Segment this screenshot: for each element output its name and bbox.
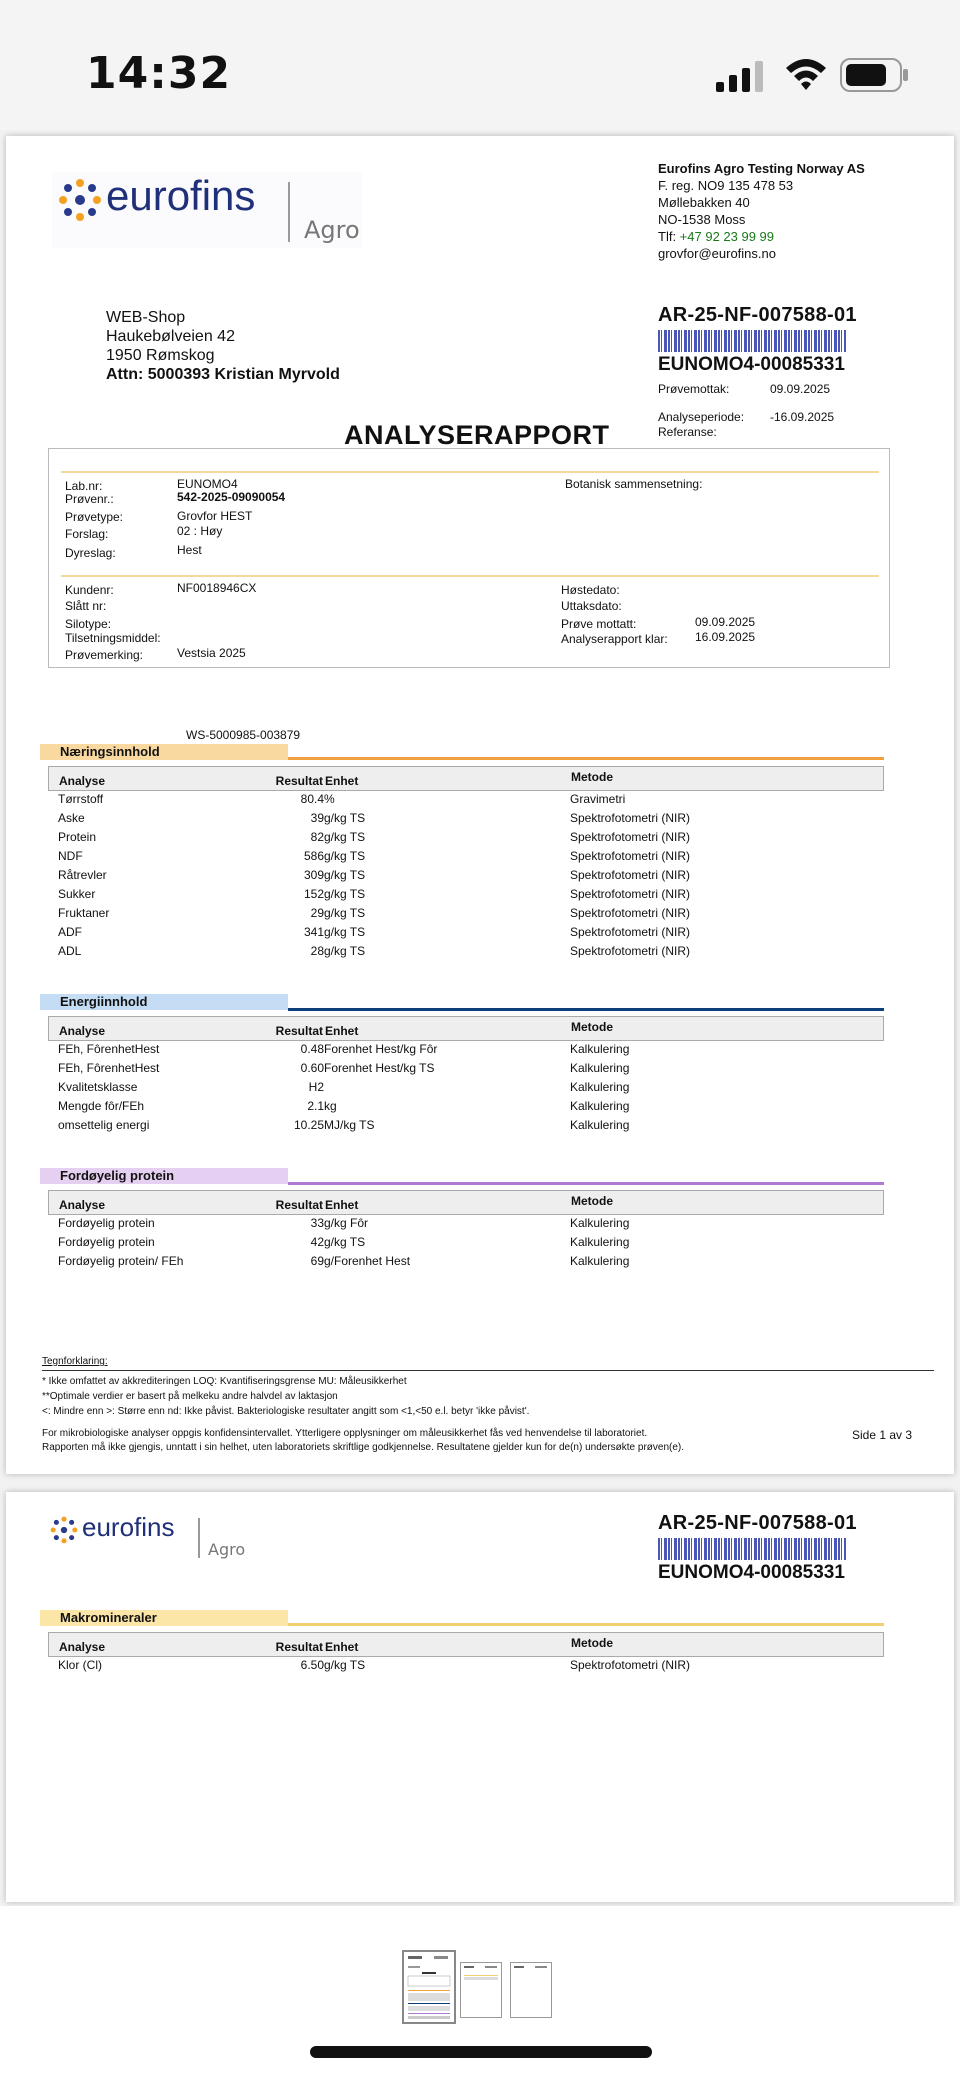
col-analyse: Analyse <box>59 1198 106 1212</box>
company-email[interactable]: grovfor@eurofins.no <box>658 246 776 261</box>
legend-line-3: <: Mindre enn >: Større enn nd: Ikke påvist. Bakteriologiske resultater angitt som <1,<50 e.l. betyr 'ikke påvist'. <box>42 1406 530 1417</box>
col-resultat: Resultat <box>275 1640 323 1654</box>
cell-enhet: g/kg TS <box>324 906 366 920</box>
cell-resultat: 33 <box>310 1216 324 1230</box>
section-makro-line <box>288 1623 884 1626</box>
wifi-icon <box>784 56 828 92</box>
col-metode: Metode <box>571 1636 613 1650</box>
company-phone[interactable]: +47 92 23 99 99 <box>679 229 775 244</box>
cell-metode: Kalkulering <box>570 1099 630 1113</box>
naering-table-header <box>48 766 884 791</box>
forslag-label: Forslag: <box>65 527 109 541</box>
company-phone-line <box>658 228 865 245</box>
eurofins-dots-icon <box>50 1516 78 1544</box>
table-row <box>48 944 884 963</box>
cell-metode: Spektrofotometri (NIR) <box>570 925 691 939</box>
cell-enhet: g/kg TS <box>324 925 366 939</box>
cell-metode: Kalkulering <box>570 1080 630 1094</box>
klar-value: 16.09.2025 <box>695 630 756 644</box>
page-thumbnail-3[interactable] <box>510 1962 552 2018</box>
table-row <box>48 811 884 830</box>
provenr-label: Prøvenr.: <box>65 492 114 506</box>
table-row <box>48 1254 884 1273</box>
report-id-block <box>658 1512 857 1584</box>
col-analyse: Analyse <box>59 1640 106 1654</box>
footer-rule <box>42 1370 934 1371</box>
logo-divider <box>198 1518 200 1558</box>
cell-enhet: g/kg TS <box>324 887 366 901</box>
section-protein-line <box>288 1182 884 1185</box>
dyreslag-value: Hest <box>177 543 202 557</box>
report-id-block <box>658 304 857 376</box>
cell-metode: Spektrofotometri (NIR) <box>570 849 691 863</box>
company-reg: F. reg. NO9 135 478 53 <box>658 178 794 193</box>
company-street: Møllebakken 40 <box>658 195 750 210</box>
eurofins-logo <box>52 172 362 248</box>
phone-label: Tlf: <box>658 229 680 244</box>
col-analyse: Analyse <box>59 1024 106 1038</box>
hostedato-label: Høstedato: <box>561 583 620 597</box>
cell-analyse: Sukker <box>58 887 96 901</box>
table-row <box>48 906 884 925</box>
status-bar <box>0 0 960 130</box>
cell-metode: Gravimetri <box>570 792 626 806</box>
cell-resultat: 42 <box>310 1235 324 1249</box>
logo-agro: Agro <box>304 216 360 244</box>
cell-resultat: 80.4 <box>300 792 324 806</box>
dyreslag-label: Dyreslag: <box>65 546 116 560</box>
section-energi-line <box>288 1008 884 1011</box>
cell-analyse: FEh, FôrenhetHest <box>58 1042 160 1056</box>
cell-enhet: g/kg TS <box>324 1658 366 1672</box>
col-metode: Metode <box>571 770 613 784</box>
recipient-address <box>106 308 340 384</box>
logo-wordmark: eurofins <box>82 1512 175 1542</box>
col-resultat: Resultat <box>275 1198 323 1212</box>
sample-id: EUNOMO4-00085331 <box>658 1562 845 1583</box>
cell-resultat: 82 <box>310 830 324 844</box>
kundenr-value: NF0018946CX <box>177 581 257 595</box>
slatt-label: Slått nr: <box>65 599 107 613</box>
cell-analyse: omsettelig energi <box>58 1118 150 1132</box>
webshop-number: WS-5000985-003879 <box>186 728 301 742</box>
cell-analyse: Kvalitetsklasse <box>58 1080 138 1094</box>
sample-info-box <box>48 448 890 668</box>
info-divider-mid <box>61 575 879 577</box>
kundenr-label: Kundenr: <box>65 583 114 597</box>
cell-metode: Kalkulering <box>570 1216 630 1230</box>
labnr-value: EUNOMO4 <box>177 477 238 491</box>
cell-enhet: g/kg TS <box>324 868 366 882</box>
cell-resultat: 69 <box>310 1254 324 1268</box>
table-row <box>48 849 884 868</box>
table-row <box>48 1235 884 1254</box>
provemerking-label: Prøvemerking: <box>65 648 144 662</box>
provenr-value: 542-2025-09090054 <box>177 490 286 504</box>
table-row <box>48 1080 884 1099</box>
recipient-line2: Haukebølveien 42 <box>106 328 235 345</box>
cell-resultat: 28 <box>310 944 324 958</box>
col-analyse: Analyse <box>59 774 106 788</box>
cell-resultat: 29 <box>310 906 324 920</box>
forslag-value: 02 : Høy <box>177 524 223 538</box>
cell-analyse: Fordøyelig protein <box>58 1216 155 1230</box>
section-naering-title: Næringsinnhold <box>40 744 288 760</box>
cell-enhet: g/kg TS <box>324 830 366 844</box>
cell-enhet: g/kg TS <box>324 811 366 825</box>
provetype-label: Prøvetype: <box>65 510 124 524</box>
cell-metode: Spektrofotometri (NIR) <box>570 887 691 901</box>
energi-table-header <box>48 1016 884 1041</box>
cell-resultat: 10.25 <box>293 1118 324 1132</box>
page-number: Side 1 av 3 <box>852 1428 913 1442</box>
cell-resultat: H2 <box>308 1080 324 1094</box>
battery-icon <box>840 58 910 92</box>
table-row <box>48 792 884 811</box>
col-metode: Metode <box>571 1194 613 1208</box>
cell-analyse: FEh, FôrenhetHest <box>58 1061 160 1075</box>
cell-metode: Kalkulering <box>570 1061 630 1075</box>
cell-metode: Kalkulering <box>570 1118 630 1132</box>
cell-analyse: Protein <box>58 830 97 844</box>
company-name: Eurofins Agro Testing Norway AS <box>658 161 865 176</box>
table-row <box>48 887 884 906</box>
cell-analyse: Fruktaner <box>58 906 110 920</box>
cell-metode: Spektrofotometri (NIR) <box>570 906 691 920</box>
eurofins-logo <box>46 1512 246 1562</box>
cell-enhet: g/kg TS <box>324 849 366 863</box>
cell-analyse: Klor (Cl) <box>58 1658 102 1672</box>
cell-metode: Spektrofotometri (NIR) <box>570 811 691 825</box>
silotype-label: Silotype: <box>65 617 112 631</box>
cell-enhet: kg <box>324 1099 337 1113</box>
provemerking-value: Vestsia 2025 <box>177 646 246 660</box>
section-naering-line <box>288 757 884 760</box>
cell-analyse: Fordøyelig protein <box>58 1235 155 1249</box>
period-value: -16.09.2025 <box>770 410 835 424</box>
logo-agro: Agro <box>208 1540 246 1559</box>
table-row <box>48 868 884 887</box>
table-row <box>48 1099 884 1118</box>
thumbnail-preview-icon <box>511 1963 551 2017</box>
cell-metode: Kalkulering <box>570 1254 630 1268</box>
barcode <box>658 1538 846 1560</box>
cell-analyse: Aske <box>58 811 85 825</box>
makro-table-header <box>48 1632 884 1657</box>
page-thumbnail-2[interactable] <box>460 1962 502 2018</box>
legend-line-2: **Optimale verdier er basert på melkeku andre halvdel av laktasjon <box>42 1391 338 1402</box>
cell-resultat: 0.48 <box>300 1042 324 1056</box>
cell-resultat: 2.1 <box>307 1099 324 1113</box>
cell-metode: Kalkulering <box>570 1042 630 1056</box>
report-page-1 <box>6 136 954 1474</box>
report-title: ANALYSERAPPORT <box>344 420 610 450</box>
cell-resultat: 309 <box>303 868 324 882</box>
table-row <box>48 1658 884 1677</box>
cell-analyse: Fordøyelig protein/ FEh <box>58 1254 184 1268</box>
thumbnail-preview-icon <box>461 1963 501 2017</box>
cell-enhet: g/Forenhet Hest <box>324 1254 411 1268</box>
col-enhet: Enhet <box>325 1640 359 1654</box>
col-resultat: Resultat <box>275 774 323 788</box>
report-page-2 <box>6 1492 954 1902</box>
cell-resultat: 39 <box>310 811 324 825</box>
table-row <box>48 1216 884 1235</box>
cellular-signal-icon <box>716 60 766 94</box>
col-enhet: Enhet <box>325 1024 359 1038</box>
cell-analyse: Tørrstoff <box>58 792 104 806</box>
tilsetning-label: Tilsetningsmiddel: <box>65 631 161 645</box>
thumbnail-preview-icon <box>404 1952 454 2022</box>
cell-analyse: Råtrevler <box>58 868 107 882</box>
cell-analyse: Mengde fôr/FEh <box>58 1099 145 1113</box>
uttaksdato-label: Uttaksdato: <box>561 599 622 613</box>
cell-enhet: % <box>324 792 335 806</box>
received-label: Prøvemottak: <box>658 382 730 396</box>
sample-id: EUNOMO4-00085331 <box>658 354 845 375</box>
cell-metode: Spektrofotometri (NIR) <box>570 830 691 844</box>
legend-heading: Tegnforklaring: <box>42 1356 108 1367</box>
labnr-label: Lab.nr: <box>65 479 103 493</box>
info-divider-top <box>61 471 879 473</box>
col-enhet: Enhet <box>325 1198 359 1212</box>
provetype-value: Grovfor HEST <box>177 509 253 523</box>
ar-number: AR-25-NF-007588-01 <box>658 304 857 326</box>
received-value: 09.09.2025 <box>770 382 831 396</box>
cell-analyse: NDF <box>58 849 83 863</box>
section-energi-title: Energiinnhold <box>40 994 288 1010</box>
logo-divider <box>288 182 290 242</box>
period-label: Analyseperiode: <box>658 410 745 424</box>
cell-resultat: 0.60 <box>300 1061 324 1075</box>
cell-enhet: g/kg TS <box>324 1235 366 1249</box>
table-row <box>48 830 884 849</box>
home-indicator[interactable] <box>310 2046 652 2058</box>
cell-metode: Spektrofotometri (NIR) <box>570 944 691 958</box>
table-row <box>48 925 884 944</box>
cell-analyse: ADL <box>58 944 82 958</box>
klar-label: Analyserapport klar: <box>561 632 668 646</box>
recipient-attn: Attn: 5000393 Kristian Myrvold <box>106 366 340 383</box>
footer-line-5: Rapporten må ikke gjengis, unntatt i sin helhet, uten laboratoriets skriftlige godkjennelse. Resultatene gjelder kun for de(n) undersøkte prøven(e). <box>42 1442 685 1453</box>
protein-table-header <box>48 1190 884 1215</box>
legend-line-1: * Ikke omfattet av akkrediteringen LOQ: Kvantifiseringsgrense MU: Måleusikkerhet <box>42 1376 407 1387</box>
eurofins-dots-icon <box>58 178 102 222</box>
cell-resultat: 586 <box>303 849 324 863</box>
table-row <box>48 1042 884 1061</box>
company-city: NO-1538 Moss <box>658 212 746 227</box>
cell-resultat: 152 <box>303 887 324 901</box>
provemottatt-label: Prøve mottatt: <box>561 617 637 631</box>
clock: 14:32 <box>86 48 232 99</box>
recipient-line3: 1950 Rømskog <box>106 347 215 364</box>
cell-enhet: Forenhet Hest/kg Fôr <box>324 1042 438 1056</box>
cell-analyse: ADF <box>58 925 82 939</box>
cell-resultat: 341 <box>303 925 324 939</box>
logo-wordmark: eurofins <box>106 172 256 219</box>
botanisk-label: Botanisk sammensetning: <box>565 477 703 491</box>
section-makro-title: Makromineraler <box>40 1610 288 1626</box>
table-row <box>48 1118 884 1137</box>
cell-enhet: g/kg TS <box>324 944 366 958</box>
recipient-line1: WEB-Shop <box>106 309 186 326</box>
cell-enhet: MJ/kg TS <box>324 1118 375 1132</box>
provemottatt-value: 09.09.2025 <box>695 615 756 629</box>
col-enhet: Enhet <box>325 774 359 788</box>
cell-enhet: Forenhet Hest/kg TS <box>324 1061 435 1075</box>
col-resultat: Resultat <box>275 1024 323 1038</box>
cell-metode: Spektrofotometri (NIR) <box>570 1658 691 1672</box>
company-block <box>658 160 865 262</box>
cell-metode: Spektrofotometri (NIR) <box>570 868 691 882</box>
ar-number: AR-25-NF-007588-01 <box>658 1512 857 1534</box>
reference-label: Referanse: <box>658 425 717 439</box>
cell-enhet: g/kg Fôr <box>324 1216 369 1230</box>
cell-resultat: 6.50 <box>300 1658 324 1672</box>
cell-metode: Kalkulering <box>570 1235 630 1249</box>
barcode <box>658 330 846 352</box>
table-row <box>48 1061 884 1080</box>
section-protein-title: Fordøyelig protein <box>40 1168 288 1184</box>
col-metode: Metode <box>571 1020 613 1034</box>
page-thumbnail-1[interactable] <box>402 1950 456 2024</box>
footer-line-4: For mikrobiologiske analyser oppgis konfidensintervallet. Ytterligere opplysninger om måleusikkerhet fås ved henvendelse til laboratoriet. <box>42 1428 648 1439</box>
